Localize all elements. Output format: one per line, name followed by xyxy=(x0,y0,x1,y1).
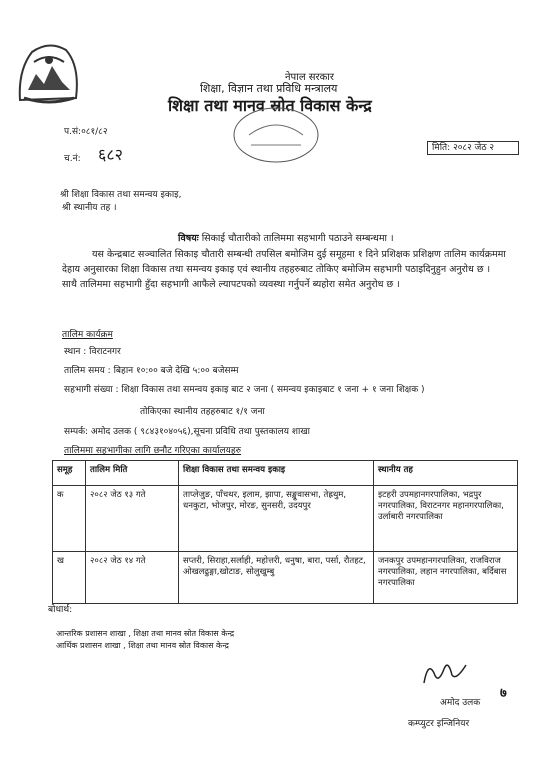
subject-line xyxy=(178,231,394,244)
recipient-line: श्री स्थानीय तह । xyxy=(62,203,117,213)
subject-label: विषयः xyxy=(178,233,199,244)
header-office: शिक्षा तथा मानव स्रोत विकास केन्द्र xyxy=(168,96,372,115)
date-box: मिति: २०८२ जेठ २ xyxy=(427,141,519,155)
column-header: तालिम मिति xyxy=(86,461,179,486)
selected-offices-table xyxy=(52,460,518,604)
program-time: तालिम समय : बिहान १०:०० बजे देखि ५:०० बजेसम्म xyxy=(64,366,239,376)
table-cell: सप्तरी, सिराहा,सर्लाही, महोत्तरी, धनुषा, बारा, पर्सा, रौतहट, ओखलढुङ्गा,खोटाङ, सोलुखुम्बु xyxy=(179,552,374,604)
reference-number: प.सं:०८१/८२ xyxy=(64,127,108,137)
signatory-name: अमोद उलक xyxy=(440,698,481,708)
table-cell: २०८२ जेठ १३ गते xyxy=(86,486,179,552)
table-cell: जनकपुर उपमहानगरपालिका, राजविराज नगरपालिका, लहान नगरपालिका, बर्दिबास नगरपालिका xyxy=(374,552,518,604)
program-contact: सम्पर्क: अमोद उलक ( ९८४३१०४०५६),सूचना प्रविधि तथा पुस्तकालय शाखा xyxy=(64,427,311,437)
government-emblem xyxy=(14,40,84,106)
cc-label: बोधार्थ: xyxy=(48,605,73,615)
cc-item: आन्तरिक प्रशासन शाखा , शिक्षा तथा मानव स्रोत विकास केन्द्र xyxy=(56,629,235,638)
table-row xyxy=(53,552,518,604)
table-cell: ताप्लेजुङ, पाँचथर, इलाम, झापा, सङ्खुवासभा, तेह्रथुम, धनकुटा, भोजपुर, मोरङ, सुनसरी, उदयपुर xyxy=(179,486,374,552)
dispatch-number-label: च.नं: xyxy=(64,154,81,164)
program-heading: तालिम कार्यक्रम xyxy=(62,330,113,340)
margin-mark: ७ xyxy=(500,686,507,701)
table-cell: २०८२ जेठ १४ गते xyxy=(86,552,179,604)
column-header: स्थानीय तह xyxy=(374,461,518,486)
table-cell: इटहरी उपमहानगरपालिका, भद्रपुर नगरपालिका, विराटनगर महानगरपालिका, उर्लाबारी नगरपालिका xyxy=(374,486,518,552)
table-title: तालिममा सहभागीका लागि छनौट गरिएका कार्यालयहरु xyxy=(64,446,242,456)
subject-text: सिकाई चौतारीको तालिममा सहभागी पठाउने सम्बन्धमा । xyxy=(201,233,394,244)
body-paragraph: यस केन्द्रबाट सञ्चालित सिकाइ चौतारी सम्बन्धी तपसिल बमोजिम दुई समूहमा १ दिने प्रशिक्षक प्रशिक्षण तालिम कार्यक्रममा देहाय अनुसारका शिक्षा विकास तथा समन्वय इकाइ एवं स्थानीय तहहरुबाट तोकिए बमोजिम सहभागी पठाइदिनुहुन अनुरोध छ । साथै तालिममा सहभागी हुँदा सहभागी आफैले ल्यापटपको व्यवस्था गर्नुपर्ने ब्यहोरा समेत अनुरोध छ । xyxy=(62,249,506,290)
header-ministry: शिक्षा, विज्ञान तथा प्रविधि मन्त्रालय xyxy=(200,82,338,95)
header-government: नेपाल सरकार xyxy=(285,72,334,83)
signature-scribble xyxy=(420,655,470,689)
table-cell: क xyxy=(53,486,86,552)
recipient-line: श्री शिक्षा विकास तथा समन्वय इकाइ, xyxy=(60,190,182,200)
cc-item: आर्थिक प्रशासन शाखा , शिक्षा तथा मानव स्रोत विकास केन्द्र xyxy=(56,641,229,650)
table-row xyxy=(53,486,518,552)
table-cell: ख xyxy=(53,552,86,604)
office-stamp xyxy=(231,105,321,165)
signatory-post: कम्प्युटर इन्जिनियर xyxy=(408,719,470,729)
column-header: समूह xyxy=(53,461,86,486)
program-participants: सहभागी संख्या : शिक्षा विकास तथा समन्वय इकाइ बाट २ जना ( समन्वय इकाइबाट १ जना + १ जना शिक्षक ) xyxy=(64,385,425,395)
program-participants-local: तोकिएका स्थानीय तहहरुबाट १/१ जना xyxy=(140,407,265,417)
column-header: शिक्षा विकास तथा समन्वय इकाइ xyxy=(179,461,374,486)
table-header-row xyxy=(53,461,518,486)
program-place: स्थान : विराटनगर xyxy=(64,347,121,357)
dispatch-number-handwritten: ६८२ xyxy=(98,145,123,164)
